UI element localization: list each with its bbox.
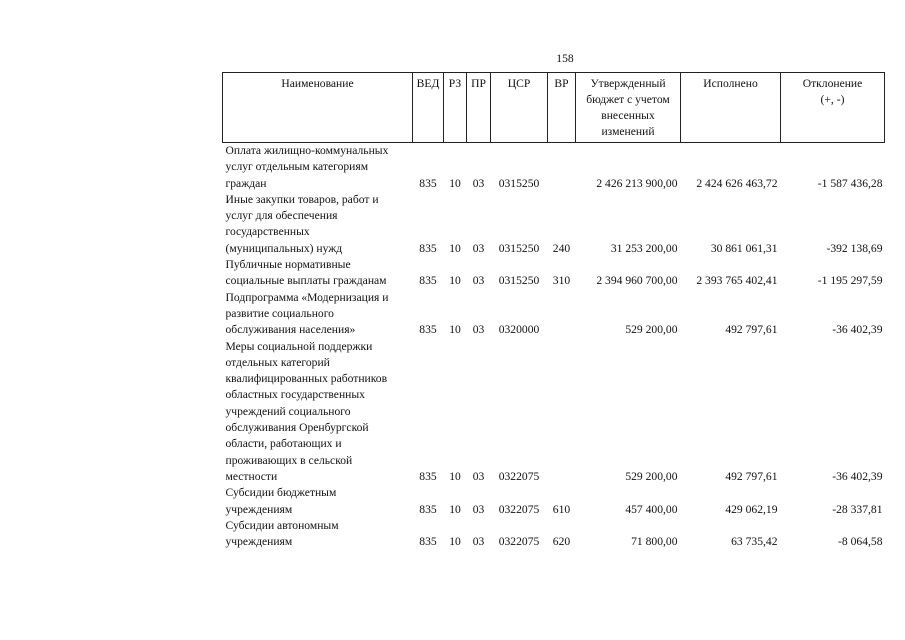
row-rz: 10 xyxy=(449,535,461,549)
header-pr: ПР xyxy=(467,73,491,143)
header-deviation xyxy=(781,73,885,143)
row-vr: 620 xyxy=(552,535,571,549)
row-name-line: области, работающих и xyxy=(225,437,342,451)
header-name: Наименование xyxy=(223,73,413,143)
row-name xyxy=(223,485,413,518)
row-name-line: квалифицированных работников xyxy=(225,372,388,386)
row-deviation: -1 587 436,28 xyxy=(817,176,883,190)
row-ved: 835 xyxy=(419,535,437,549)
row-approved: 529 200,00 xyxy=(625,323,678,337)
row-ved: 835 xyxy=(419,274,437,288)
row-name-line: услуг отдельным категориям xyxy=(225,160,369,174)
row-rz: 10 xyxy=(449,469,461,483)
budget-table xyxy=(222,72,885,550)
row-rz: 10 xyxy=(449,176,461,190)
row-executed: 30 861 061,31 xyxy=(710,241,778,255)
header-csr: ЦСР xyxy=(491,73,548,143)
row-approved: 457 400,00 xyxy=(625,502,678,516)
row-pr: 03 xyxy=(472,535,485,549)
row-vr: 240 xyxy=(552,241,571,255)
row-vr xyxy=(548,290,576,339)
row-pr: 03 xyxy=(472,502,485,516)
table-row xyxy=(223,143,885,192)
table-row xyxy=(223,290,885,339)
table-row xyxy=(223,485,885,518)
row-executed: 492 797,61 xyxy=(725,469,778,483)
row-name-line: местности xyxy=(225,469,278,483)
row-name xyxy=(223,257,413,290)
row-name xyxy=(223,143,413,192)
header-deviation-line: (+, -) xyxy=(820,93,845,106)
row-ved: 835 xyxy=(419,469,437,483)
row-pr: 03 xyxy=(472,323,485,337)
row-name-line: граждан xyxy=(225,176,267,190)
row-name-line: Субсидии бюджетным xyxy=(225,486,337,500)
row-executed: 492 797,61 xyxy=(725,323,778,337)
row-name xyxy=(223,518,413,551)
header-deviation-line: Отклонение xyxy=(802,77,863,90)
row-rz: 10 xyxy=(449,323,461,337)
row-pr: 03 xyxy=(472,469,485,483)
row-name-line: обслуживания Оренбургской xyxy=(225,421,369,435)
row-executed: 2 424 626 463,72 xyxy=(696,176,778,190)
row-ved: 835 xyxy=(419,241,437,255)
row-ved: 835 xyxy=(419,176,437,190)
row-name-line: областных государственных xyxy=(225,388,365,402)
row-csr: 0322075 xyxy=(498,535,540,549)
header-ved: ВЕД xyxy=(413,73,444,143)
row-deviation: -1 195 297,59 xyxy=(817,274,883,288)
row-vr xyxy=(548,143,576,192)
page-number: 158 xyxy=(556,52,574,65)
row-name xyxy=(223,290,413,339)
row-deviation: -36 402,39 xyxy=(832,469,883,483)
row-csr: 0315250 xyxy=(498,274,540,288)
row-rz: 10 xyxy=(449,502,461,516)
row-csr: 0322075 xyxy=(498,469,540,483)
row-csr: 0315250 xyxy=(498,176,540,190)
row-name-line: отдельных категорий xyxy=(225,355,330,369)
table-row xyxy=(223,192,885,257)
row-name-line: Подпрограмма «Модернизация и xyxy=(225,290,389,304)
row-name-line: социальные выплаты гражданам xyxy=(225,274,387,288)
row-name-line: Меры социальной поддержки xyxy=(225,339,373,353)
row-name xyxy=(223,192,413,257)
row-name-line: Публичные нормативные xyxy=(225,258,351,272)
header-approved-line: бюджет с учетом xyxy=(586,93,670,106)
row-name-line: Иные закупки товаров, работ и xyxy=(225,192,379,206)
header-approved-line: внесенных xyxy=(601,109,655,122)
header-approved-line: изменений xyxy=(601,125,655,138)
row-approved: 529 200,00 xyxy=(625,469,678,483)
table-body xyxy=(223,143,885,551)
row-rz: 10 xyxy=(449,241,461,255)
row-name-line: обслуживания населения» xyxy=(225,323,356,337)
row-name-line: Оплата жилищно-коммунальных xyxy=(225,144,389,157)
table-row xyxy=(223,518,885,551)
header-executed: Исполнено xyxy=(681,73,781,143)
row-deviation: -8 064,58 xyxy=(838,535,883,549)
row-name-line: (муниципальных) нужд xyxy=(225,241,343,255)
row-name-line: проживающих в сельской xyxy=(225,453,353,467)
header-approved xyxy=(576,73,681,143)
row-approved: 71 800,00 xyxy=(631,535,678,549)
row-deviation: -392 138,69 xyxy=(826,241,883,255)
row-pr: 03 xyxy=(472,176,485,190)
row-name-line: государственных xyxy=(225,225,310,239)
row-vr xyxy=(548,339,576,486)
row-name-line: учреждениям xyxy=(225,502,293,516)
row-name-line: Субсидии автономным xyxy=(225,518,339,532)
row-approved: 31 253 200,00 xyxy=(610,241,678,255)
table-row xyxy=(223,257,885,290)
header-vr: ВР xyxy=(548,73,576,143)
row-name-line: услуг для обеспечения xyxy=(225,209,338,223)
table-header-row xyxy=(223,73,885,143)
row-name xyxy=(223,339,413,486)
row-executed: 2 393 765 402,41 xyxy=(696,274,778,288)
row-approved: 2 426 213 900,00 xyxy=(596,176,678,190)
row-vr: 610 xyxy=(552,502,571,516)
row-name-line: развитие социального xyxy=(225,306,334,320)
row-ved: 835 xyxy=(419,502,437,516)
row-name-line: учреждений социального xyxy=(225,404,351,418)
row-csr: 0315250 xyxy=(498,241,540,255)
row-pr: 03 xyxy=(472,274,485,288)
row-deviation: -36 402,39 xyxy=(832,323,883,337)
row-rz: 10 xyxy=(449,274,461,288)
row-pr: 03 xyxy=(472,241,485,255)
row-csr: 0320000 xyxy=(498,323,540,337)
row-name-line: учреждениям xyxy=(225,535,293,549)
header-rz: РЗ xyxy=(444,73,467,143)
row-csr: 0322075 xyxy=(498,502,540,516)
row-vr: 310 xyxy=(552,274,571,288)
header-approved-line: Утвержденный xyxy=(590,77,666,90)
row-ved: 835 xyxy=(419,323,437,337)
row-deviation: -28 337,81 xyxy=(832,502,883,516)
row-approved: 2 394 960 700,00 xyxy=(596,274,678,288)
table-row xyxy=(223,339,885,486)
row-executed: 63 735,42 xyxy=(731,535,778,549)
row-executed: 429 062,19 xyxy=(725,502,778,516)
